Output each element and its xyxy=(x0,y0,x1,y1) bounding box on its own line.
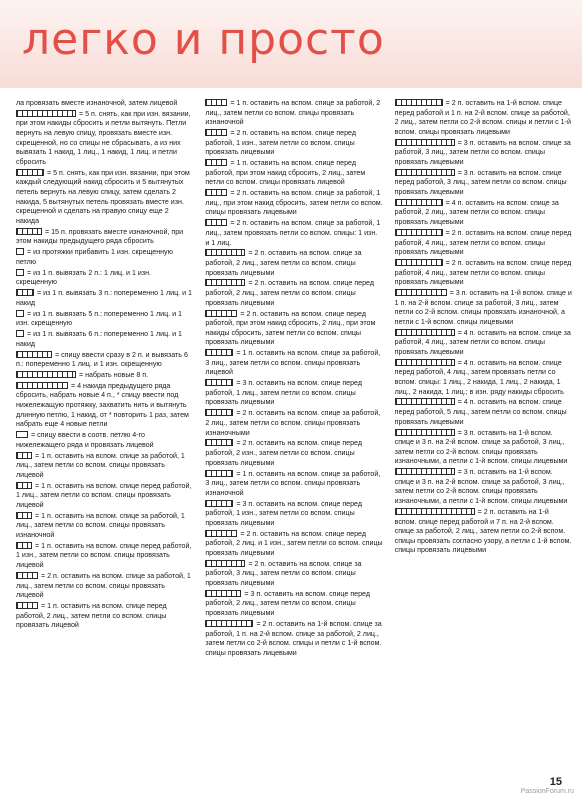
legend-entry xyxy=(16,269,193,288)
legend-entry xyxy=(205,310,382,348)
legend-entry-text: = 2 п. оставить на вспом. спице за работой, 1 лиц., при этом накид сбросить, затем петли со вспом. спицы провязать лицевыми xyxy=(205,189,383,217)
legend-entry xyxy=(16,512,193,541)
stitch-symbol-icon xyxy=(205,129,227,136)
legend-entry-text: = 1 п. оставить на вспом. спице перед работой, 2 лиц., затем петли со вспом. спицы провязать лицевой xyxy=(16,602,167,630)
legend-entry-text: = из 1 п. вывязать 6 п.: попеременно 1 лиц. и 1 накид xyxy=(16,330,182,348)
stitch-symbol-icon xyxy=(205,219,227,226)
legend-entry-text: = из протяжки прибавить 1 изн. скрещенную петлю xyxy=(16,248,173,266)
legend-column-2 xyxy=(205,99,382,759)
stitch-symbol-icon xyxy=(395,99,443,106)
legend-entry-text: = из 1 п. вывязать 5 п.: попеременно 1 лиц. и 1 изн. скрещенную xyxy=(16,309,182,328)
legend-entry xyxy=(205,189,382,218)
watermark: PassionForum.ru xyxy=(520,788,574,795)
stitch-symbol-icon xyxy=(205,279,245,286)
stitch-symbol-icon xyxy=(205,439,233,446)
legend-entry xyxy=(395,468,572,506)
legend-entry xyxy=(16,228,193,247)
legend-entry xyxy=(205,590,382,619)
legend-entry-text: = 2 п. оставить на вспом. спице перед работой, 4 лиц., затем петли со вспом. спицы провязать лицевыми xyxy=(394,228,572,257)
legend-entry xyxy=(205,249,382,278)
legend-entry-text: = 1 п. оставить на вспом. спице перед работой, при этом накид сбросить, 2 лиц., затем петли со вспом. спицы провязать лицевой xyxy=(205,159,366,187)
legend-entry xyxy=(395,139,572,168)
legend-entry xyxy=(16,452,193,481)
stitch-symbol-icon xyxy=(16,482,32,489)
legend-entry xyxy=(16,248,193,267)
legend-entry-text: = 5 п. снять, как при изн. вязании, при этом накиды сбросить и петли вытянуть. Петли вернуть на левую спицу, провязать вместе изн. скрещенной, но со спицы не сбрасывать, а из них вывязать 1 накид, 1 лиц., 1 накид, 1 лиц. и петли сбросить xyxy=(16,109,191,166)
stitch-symbol-icon xyxy=(205,500,233,507)
stitch-symbol-icon xyxy=(395,229,443,236)
stitch-symbol-icon xyxy=(16,248,24,255)
legend-entry xyxy=(205,620,382,658)
stitch-symbol-icon xyxy=(395,139,455,146)
legend-entry-text: = 2 п. оставить на вспом. спице за работой, 3 лиц., затем петли со вспом. спицы провязать лицевыми xyxy=(205,559,362,587)
stitch-symbol-icon xyxy=(16,330,24,337)
legend-entry xyxy=(395,359,572,397)
legend-entry xyxy=(16,110,193,168)
legend-entry-text: = 1 п. оставить на вспом. спице за работой, 1 лиц., затем петли со вспом. спицы провязать изнаночной xyxy=(16,511,185,539)
legend-entry-text: = набрать новые 8 п. xyxy=(79,371,149,379)
stitch-symbol-icon xyxy=(205,159,227,166)
legend-entry-text: = 2 п. оставить на вспом. спице перед работой, 2 лиц., затем петли со вспом. спицы провязать лицевыми xyxy=(205,279,374,307)
legend-entry xyxy=(16,330,193,349)
legend-entry-text: = 4 накида предыдущего ряда сбросить, набрать новые 4 п., * спицу ввести под нижележащую протяжку, захватить нить и вытянуть длинную петлю, 1 накид, от * повторить 1 раз, затем набрать еще 4 новые петли xyxy=(16,381,189,429)
stitch-symbol-icon xyxy=(395,468,455,475)
stitch-symbol-icon xyxy=(16,269,24,276)
legend-entry-text: = 1 п. оставить на вспом. спице за работой, 1 лиц., затем петли со вспом. спицы провязать лицевой xyxy=(16,451,185,479)
stitch-symbol-icon xyxy=(205,470,233,477)
stitch-symbol-icon xyxy=(16,572,38,579)
stitch-symbol-icon xyxy=(395,289,447,296)
legend-entry-text: = 3 п. оставить на 1-й вспом. спице и 3 п. на 2-й вспом. спице за работой, 3 лиц., затем петли со 2-й вспом. спицы провязать изнаночными, а петли с 1-й вспом. спицы лицевыми xyxy=(394,428,568,466)
legend-entry xyxy=(16,482,193,511)
legend-entry-text: = спицу ввести сразу в 2 п. и вывязать 6 п.: попеременно 1 лиц. и 1 изн. скрещенную xyxy=(16,350,188,369)
stitch-symbol-icon xyxy=(16,110,76,117)
header-banner xyxy=(0,0,582,88)
legend-entry-text: = 3 п. оставить на 1-й вспом. спице и 3 п. на 2-й вспом. спице за работой, 3 лиц., затем петли со 2-й вспом. спицы провязать изнаночными, а петли с 1-й вспом. спицы лицевыми xyxy=(394,468,568,506)
legend-entry xyxy=(395,508,572,556)
legend-entry xyxy=(205,439,382,468)
stitch-symbol-icon xyxy=(16,602,38,609)
legend-entry xyxy=(395,289,572,327)
stitch-symbol-icon xyxy=(205,379,233,386)
legend-entry xyxy=(205,349,382,378)
legend-entry xyxy=(395,169,572,198)
legend-entry-text: = 2 п. оставить на 1-й вспом. спице перед работой и 1 п. на 2-й вспом. спице за работой, 2 лиц., затем петли со 2-й вспом. спицы и петли с 1-й вспом. спицы провязать лицевыми xyxy=(394,99,571,136)
legend-entry-text: = 3 п. оставить на вспом. спице за работой, 3 лиц., затем петли со вспом. спицы провязать лицевыми xyxy=(394,138,571,166)
legend-entry-text: = 2 п. оставить на вспом. спице за работой, 1 лиц., затем петли со вспом. спицы провязать лицевой xyxy=(16,571,191,600)
legend-entry-text: = 1 п. оставить на вспом. спице перед работой, 1 лиц., затем петли со вспом. спицы провязать лицевой xyxy=(16,481,192,509)
legend-entry xyxy=(395,199,572,228)
stitch-symbol-icon xyxy=(395,169,455,176)
legend-entry xyxy=(205,560,382,589)
stitch-symbol-icon xyxy=(16,371,76,378)
legend-entry-text: = 2 п. оставить на вспом. спице перед работой, 4 лиц., затем петли со вспом. спицы провязать лицевыми xyxy=(394,258,572,287)
legend-entry-text: = 3 п. оставить на вспом. спице перед работой, 1 изн., затем петли со вспом. спицы провязать лицевыми xyxy=(205,499,362,527)
legend-entry-text: = 1 п. оставить на вспом. спице перед работой, 1 изн., затем петли со вспом. спицы провязать лицевой xyxy=(16,541,192,570)
legend-entry-text: = 3 п. оставить на 1-й вспом. спице и 1 п. на 2-й вспом. спице за работой, 3 лиц., затем петли со 2-й вспом. спицы провязать изнаночной, а петли с 1-й вспом. спицы лицевыми xyxy=(394,289,572,326)
stitch-symbol-icon xyxy=(395,359,455,366)
stitch-symbol-icon xyxy=(205,99,227,106)
legend-entry-text: = 5 п. снять, как при изн. вязании, при этом каждый следующий накид сбросить и 5 вытянутых петель вернуть на левую спицу, затем сделать 2 накида, 5 вытянутых петель провязать вместе изн. скрещенной и сделать на правую спицу еще 2 накида xyxy=(16,168,190,225)
stitch-symbol-icon xyxy=(16,452,32,459)
stitch-symbol-icon xyxy=(205,590,241,597)
stitch-symbol-icon xyxy=(395,429,455,436)
legend-entry-text: = 2 п. оставить на вспом. спице перед работой, 2 лиц. и 1 изн., затем петли со вспом. спицы провязать лицевыми xyxy=(205,529,383,557)
legend-entry-text: = 2 п. оставить на вспом. спице перед работой, 1 изн., затем петли со вспом. спицы провязать лицевыми xyxy=(205,129,356,157)
legend-entry-text: = 4 п. оставить на вспом. спице перед работой, 5 лиц., затем петли со вспом. спицы провязать лицевыми xyxy=(394,398,567,426)
legend-entry xyxy=(395,398,572,427)
legend-entry-text: = 2 п. оставить на вспом. спице за работой, 1 лиц., затем провязать петли со вспом. спицы: 1 изн. и 1 лиц. xyxy=(205,219,381,247)
legend-entry-text: = 4 п. оставить на вспом. спице перед работой, 4 лиц., затем провязать петли со вспом. спицы: 1 лиц., 2 накида, 1 лиц., 2 накида, 1 лиц., 2 накида, 1 лиц.; в изн. ряду накиды сбросить xyxy=(394,358,564,396)
legend-entry-text: = 2 п. оставить на вспом. спице за работой, 2 лиц., затем петли со вспом. спицы провязать изнаночными xyxy=(205,409,381,437)
legend-entry xyxy=(395,329,572,358)
stitch-symbol-icon xyxy=(16,228,42,235)
legend-entry xyxy=(16,169,193,227)
legend-entry-text: = 3 п. оставить на вспом. спице перед работой, 1 лиц., затем петли со вспом. спицы провязать лицевыми xyxy=(205,379,362,407)
legend-entry xyxy=(16,371,193,381)
legend-entry-text: = 15 п. провязать вместе изнаночной, при этом накиды предыдущего ряда сбросить xyxy=(16,227,184,246)
legend-entry xyxy=(16,310,193,329)
legend-entry-text: = спицу ввести в соотв. петлю 4-го нижележащего ряда и провязать лицевой xyxy=(16,431,154,449)
legend-entry-text: = 4 п. оставить на вспом. спице за работой, 4 лиц., затем петли со вспом. спицы провязать лицевыми xyxy=(394,328,571,356)
legend-column-3 xyxy=(395,99,572,759)
legend-entry-text: = 2 п. оставить на 1-й вспом. спице перед работой и 7 п. на 2-й вспом. спице за работой, 2 лиц., затем петли со 2-й вспом. спицы провязать согласно узору, а петли с 1-й вспом. спицы провязать лицевыми xyxy=(394,507,572,555)
legend-entry xyxy=(205,500,382,529)
legend-entry xyxy=(205,530,382,559)
legend-entry xyxy=(16,572,193,601)
legend-entry xyxy=(205,470,382,499)
legend-entry-text: = 4 п. оставить на вспом. спице за работой, 2 лиц., затем петли со вспом. спицы провязать лицевыми xyxy=(394,198,559,227)
legend-entry xyxy=(16,382,193,430)
legend-entry xyxy=(205,99,382,128)
stitch-symbol-icon xyxy=(395,398,455,405)
legend-entry xyxy=(395,259,572,288)
legend-entry xyxy=(205,409,382,438)
stitch-symbol-icon xyxy=(16,431,28,438)
legend-entry xyxy=(395,99,572,137)
stitch-symbol-icon xyxy=(395,329,455,336)
page-title: легко и просто xyxy=(22,14,385,65)
legend-entry xyxy=(205,279,382,308)
legend-entry xyxy=(205,379,382,408)
stitch-symbol-icon xyxy=(205,409,233,416)
legend-entry-text: = из 1 п. вывязать 3 п.: попеременно 1 лиц. и 1 накид xyxy=(16,289,192,307)
stitch-symbol-icon xyxy=(16,169,44,176)
legend-entry xyxy=(16,431,193,450)
stitch-symbol-icon xyxy=(16,351,52,358)
legend-entry xyxy=(16,289,193,308)
legend-entry xyxy=(395,429,572,467)
legend-entry-text: = 2 п. оставить на 1-й вспом. спице за работой, 1 п. на 2-й вспом. спице за работой, 2 лиц., затем петли со 2-й вспом. спицы и петли с 1-й вспом. спицы провязать лицевыми xyxy=(205,619,382,657)
legend-entry-text: = 1 п. оставить на вспом. спице за работой, 3 лиц., затем петли со вспом. спицы провязать лицевой xyxy=(205,349,381,377)
legend-entry-text: = 3 п. оставить на вспом. спице перед работой, 2 лиц., затем петли со вспом. спицы провязать лицевыми xyxy=(205,589,370,618)
page-number: 15 xyxy=(549,776,562,788)
stitch-symbol-icon xyxy=(205,249,245,256)
stitch-symbol-icon xyxy=(16,382,68,389)
legend-entry-text: = 2 п. оставить на вспом. спице перед работой, 2 изн., затем петли со вспом. спицы провязать лицевыми xyxy=(205,439,362,467)
legend-entry xyxy=(16,542,193,571)
legend-entry-text: ла провязать вместе изнаночной, затем лицевой xyxy=(16,99,178,107)
stitch-symbol-icon xyxy=(205,620,253,627)
stitch-symbol-icon xyxy=(205,530,237,537)
legend-entry xyxy=(16,351,193,370)
legend-entry-text: = 1 п. оставить на вспом. спице за работой, 3 лиц., затем петли со вспом. спицы провязать изнаночной xyxy=(205,469,381,497)
legend-entry xyxy=(205,219,382,248)
stitch-symbol-icon xyxy=(395,259,443,266)
legend-entry xyxy=(395,229,572,258)
stitch-symbol-icon xyxy=(205,189,227,196)
legend-columns xyxy=(16,99,572,759)
legend-entry xyxy=(205,159,382,188)
stitch-symbol-icon xyxy=(205,560,245,567)
stitch-symbol-icon xyxy=(16,289,34,296)
stitch-symbol-icon xyxy=(16,542,32,549)
legend-entry xyxy=(16,99,193,109)
legend-entry xyxy=(16,602,193,631)
stitch-symbol-icon xyxy=(395,508,475,515)
stitch-symbol-icon xyxy=(205,349,233,356)
legend-entry xyxy=(205,129,382,158)
legend-entry-text: = 3 п. оставить на вспом. спице перед работой, 3 лиц., затем петли со вспом. спицы провязать лицевыми xyxy=(394,168,567,196)
legend-entry-text: = 1 п. оставить на вспом. спице за работой, 2 лиц., затем петли со вспом. спицы провязать изнаночной xyxy=(205,99,381,127)
legend-entry-text: = 2 п. оставить на вспом. спице перед работой, при этом накид сбросить, 2 лиц., при этом накиды сбросить, затем петли со вспом. спицы провязать лицевыми xyxy=(205,309,376,347)
legend-entry-text: = 2 п. оставить на вспом. спице за работой, 2 лиц., затем петли со вспом. спицы провязать лицевыми xyxy=(205,249,362,277)
legend-column-1 xyxy=(16,99,193,759)
stitch-symbol-icon xyxy=(395,199,443,206)
stitch-symbol-icon xyxy=(205,310,237,317)
legend-entry-text: = из 1 п. вывязать 2 п.: 1 лиц. и 1 изн. скрещенную xyxy=(16,268,151,287)
stitch-symbol-icon xyxy=(16,512,32,519)
stitch-symbol-icon xyxy=(16,310,24,317)
